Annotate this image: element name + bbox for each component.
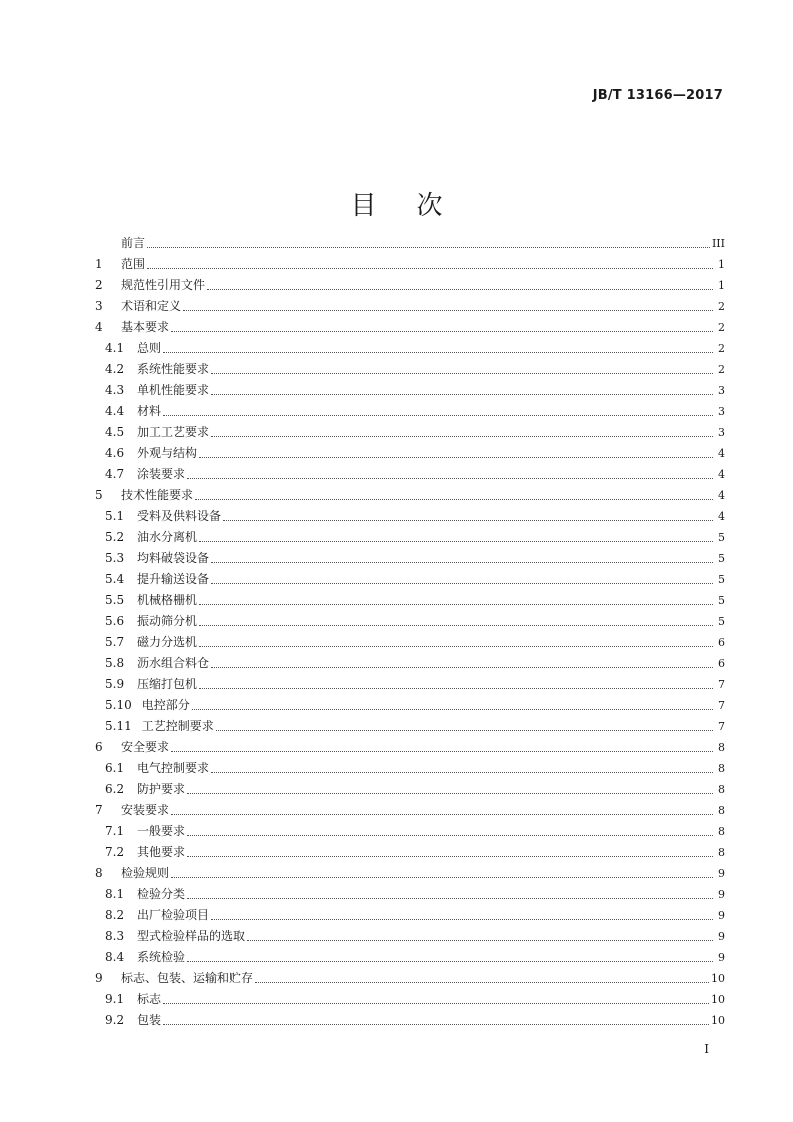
toc-entry-page: 10 [711,993,725,1006]
dot-leader [163,351,713,353]
toc-entry-title: 沥水组合料仓 [137,656,210,670]
toc-entry-number: 5 [95,488,103,502]
toc-entry-title: 电气控制要求 [137,761,210,775]
toc-entry-number: 5.3 [105,551,125,565]
toc-entry[interactable] [95,590,725,611]
dot-leader [211,666,713,668]
dot-leader [211,561,713,563]
toc-entry-page: 9 [718,909,725,922]
toc-entry-title: 涂装要求 [137,467,186,481]
dot-leader [187,897,713,899]
dot-leader [183,309,713,311]
toc-entry-page: 10 [711,972,725,985]
dot-leader [187,960,713,962]
toc-entry-title: 磁力分选机 [137,635,198,649]
toc-entry-page: 7 [718,720,725,733]
toc-entry-page: 5 [718,594,725,607]
toc-list [95,233,725,1031]
toc-entry-page: 8 [718,804,725,817]
toc-entry[interactable] [95,233,725,254]
dot-leader [163,1023,709,1025]
toc-entry-number: 4.5 [105,425,125,439]
toc-entry[interactable] [95,401,725,422]
toc-entry-title: 术语和定义 [121,299,182,313]
toc-entry-number: 4.7 [105,467,125,481]
dot-leader [171,876,713,878]
toc-entry-title: 检验规则 [121,866,170,880]
page-number: I [704,1042,709,1056]
toc-entry-page: 8 [718,846,725,859]
toc-entry-title: 系统性能要求 [137,362,210,376]
toc-entry-page: 4 [718,468,725,481]
dot-leader [171,750,713,752]
toc-entry[interactable] [95,905,725,926]
toc-entry-title: 前言 [121,236,146,250]
standard-number: JB/T 13166—2017 [592,88,723,103]
dot-leader [199,540,713,542]
toc-entry-number: 4.6 [105,446,125,460]
toc-entry-number: 5.4 [105,572,125,586]
toc-entry-page: 1 [718,258,725,271]
toc-entry-title: 电控部分 [141,698,190,712]
toc-entry-title: 振动筛分机 [137,614,198,628]
toc-entry-title: 检验分类 [137,887,186,901]
toc-entry-page: 7 [718,699,725,712]
dot-leader [199,456,713,458]
toc-entry-title: 总则 [137,341,162,355]
toc-entry[interactable] [95,611,725,632]
toc-entry-page: 1 [718,279,725,292]
toc-entry-title: 其他要求 [137,845,186,859]
toc-entry[interactable] [95,548,725,569]
dot-leader [171,330,713,332]
dot-leader [187,834,713,836]
toc-entry-number: 5.11 [105,719,132,733]
toc-entry-number: 1 [95,257,103,271]
toc-entry-number: 5.6 [105,614,125,628]
dot-leader [223,519,713,521]
toc-entry-number: 5.9 [105,677,125,691]
toc-entry-number: 4.3 [105,383,125,397]
toc-entry[interactable] [95,569,725,590]
toc-entry-number: 9 [95,971,103,985]
toc-entry[interactable] [95,317,725,338]
toc-entry[interactable] [95,842,725,863]
dot-leader [187,792,713,794]
toc-entry-number: 7.1 [105,824,125,838]
toc-entry[interactable] [95,947,725,968]
toc-entry[interactable] [95,989,725,1010]
toc-entry-title: 单机性能要求 [137,383,210,397]
dot-leader [195,498,713,500]
dot-leader [247,939,713,941]
dot-leader [211,372,713,374]
toc-entry-title: 出厂检验项目 [137,908,210,922]
toc-entry[interactable] [95,968,725,989]
toc-entry-number: 9.1 [105,992,125,1006]
toc-entry-number: 8.3 [105,929,125,943]
toc-entry-number: 4 [95,320,103,334]
toc-entry-number: 5.5 [105,593,125,607]
toc-entry-title: 基本要求 [121,320,170,334]
toc-entry[interactable] [95,926,725,947]
toc-entry[interactable] [95,296,725,317]
toc-entry[interactable] [95,443,725,464]
toc-entry[interactable] [95,758,725,779]
toc-entry-page: 4 [718,510,725,523]
dot-leader [211,771,713,773]
toc-entry-page: 9 [718,888,725,901]
toc-entry-number: 9.2 [105,1013,125,1027]
toc-entry-title: 防护要求 [137,782,186,796]
toc-entry-title: 一般要求 [137,824,186,838]
dot-leader [199,645,713,647]
toc-entry-number: 6 [95,740,103,754]
dot-leader [211,435,713,437]
dot-leader [163,1002,709,1004]
toc-entry-page: 8 [718,783,725,796]
toc-entry[interactable] [95,779,725,800]
toc-entry[interactable] [95,527,725,548]
toc-entry[interactable] [95,275,725,296]
toc-entry-page: 5 [718,552,725,565]
toc-entry-page: 8 [718,762,725,775]
toc-entry-page: 9 [718,930,725,943]
toc-entry-page: 8 [718,741,725,754]
toc-entry-title: 标志 [137,992,162,1006]
toc-entry-title: 加工工艺要求 [137,425,210,439]
toc-entry-number: 6.1 [105,761,125,775]
dot-leader [211,918,713,920]
toc-entry[interactable] [95,464,725,485]
toc-entry[interactable] [95,485,725,506]
toc-entry-number: 5.2 [105,530,125,544]
dot-leader [187,855,713,857]
toc-entry-title: 系统检验 [137,950,186,964]
toc-entry-title: 材料 [137,404,162,418]
toc-entry-page: 2 [718,321,725,334]
toc-entry-number: 8.4 [105,950,125,964]
dot-leader [192,708,713,710]
toc-entry[interactable] [95,674,725,695]
toc-entry-number: 5.1 [105,509,125,523]
toc-entry-page: 8 [718,825,725,838]
dot-leader [199,603,713,605]
toc-entry-page: 7 [718,678,725,691]
toc-entry-number: 7.2 [105,845,125,859]
toc-entry-title: 安全要求 [121,740,170,754]
toc-title: 目次 [350,191,483,222]
dot-leader [199,687,713,689]
dot-leader [255,981,709,983]
toc-entry[interactable] [95,359,725,380]
toc-entry[interactable] [95,800,725,821]
toc-entry-title: 机械格栅机 [137,593,198,607]
toc-entry-title: 型式检验样品的选取 [137,929,246,943]
toc-entry-page: 4 [718,447,725,460]
dot-leader [147,246,710,248]
dot-leader [211,582,713,584]
toc-entry-number: 8.2 [105,908,125,922]
toc-entry[interactable] [95,737,725,758]
toc-entry-title: 外观与结构 [137,446,198,460]
toc-entry-number: 5.7 [105,635,125,649]
toc-entry[interactable] [95,338,725,359]
toc-entry-number: 6.2 [105,782,125,796]
toc-entry-title: 受料及供料设备 [137,509,222,523]
toc-entry[interactable] [95,863,725,884]
toc-entry-number: 5.8 [105,656,125,670]
toc-entry[interactable] [95,695,725,716]
toc-entry[interactable] [95,422,725,443]
toc-entry-page: 6 [718,636,725,649]
toc-entry-page: 3 [718,405,725,418]
toc-entry[interactable] [95,1010,725,1031]
toc-entry-title: 安装要求 [121,803,170,817]
toc-entry-number: 5.10 [105,698,132,712]
toc-entry-page: 10 [711,1014,725,1027]
toc-entry-page: 4 [718,489,725,502]
dot-leader [207,288,713,290]
toc-entry-number: 7 [95,803,103,817]
toc-entry-page: 6 [718,657,725,670]
toc-entry-page: 2 [718,363,725,376]
toc-entry-title: 标志、包装、运输和贮存 [121,971,254,985]
toc-entry-number: 8.1 [105,887,125,901]
dot-leader [147,267,713,269]
toc-entry[interactable] [95,716,725,737]
toc-entry-page: 3 [718,426,725,439]
toc-entry-page: III [711,237,725,250]
toc-entry-number: 2 [95,278,103,292]
toc-entry-title: 包装 [137,1013,162,1027]
toc-entry[interactable] [95,821,725,842]
toc-entry-title: 范围 [121,257,146,271]
toc-entry-title: 提升输送设备 [137,572,210,586]
toc-entry[interactable] [95,653,725,674]
toc-entry-number: 4.2 [105,362,125,376]
toc-entry-number: 3 [95,299,103,313]
dot-leader [163,414,713,416]
toc-entry[interactable] [95,380,725,401]
toc-entry-title: 油水分离机 [137,530,198,544]
toc-entry-title: 规范性引用文件 [121,278,206,292]
dot-leader [199,624,713,626]
toc-entry[interactable] [95,632,725,653]
dot-leader [171,813,713,815]
toc-entry[interactable] [95,884,725,905]
toc-entry-page: 5 [718,615,725,628]
toc-entry-title: 均料破袋设备 [137,551,210,565]
toc-entry-page: 9 [718,951,725,964]
toc-entry-number: 4.1 [105,341,125,355]
toc-entry-title: 技术性能要求 [121,488,194,502]
toc-entry-page: 2 [718,300,725,313]
toc-entry-title: 工艺控制要求 [141,719,214,733]
dot-leader [216,729,713,731]
toc-entry-page: 5 [718,531,725,544]
toc-entry-number: 8 [95,866,103,880]
toc-entry-page: 5 [718,573,725,586]
toc-entry[interactable] [95,506,725,527]
toc-entry-title: 压缩打包机 [137,677,198,691]
dot-leader [187,477,713,479]
toc-entry[interactable] [95,254,725,275]
toc-entry-page: 9 [718,867,725,880]
toc-entry-number: 4.4 [105,404,125,418]
dot-leader [211,393,713,395]
toc-entry-page: 3 [718,384,725,397]
toc-entry-page: 2 [718,342,725,355]
